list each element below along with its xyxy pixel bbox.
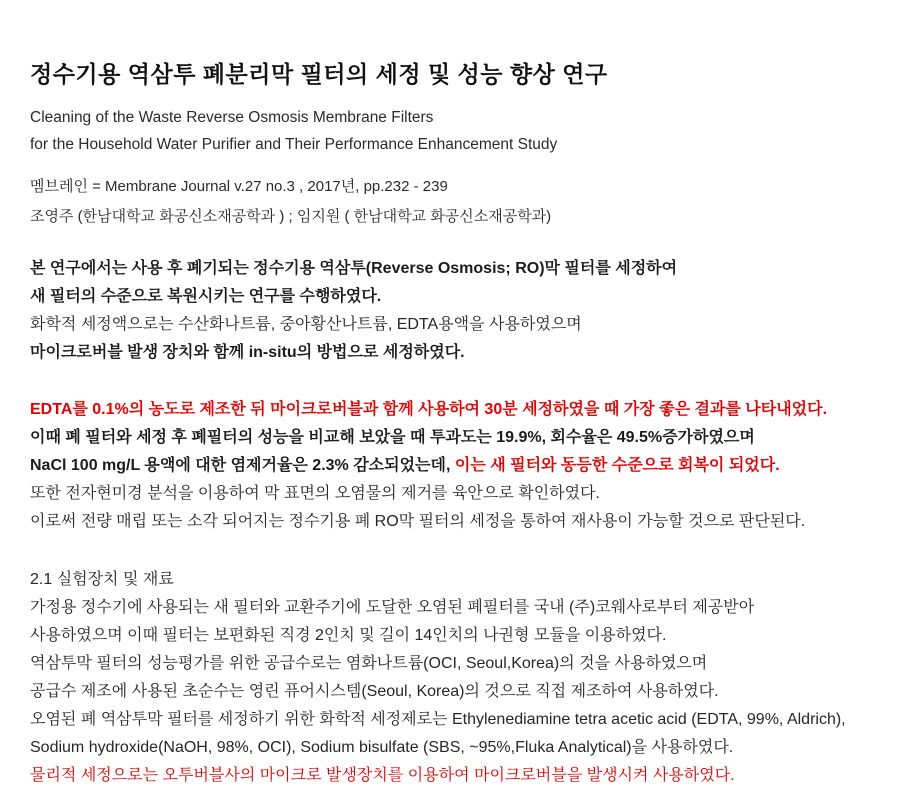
abstract-line: 새 필터의 수준으로 복원시키는 연구를 수행하였다. (30, 288, 382, 306)
section-heading: 2.1 실험장치 및 재료 (30, 571, 174, 589)
abstract-line: 마이크로버블 발생 장치와 함께 in-situ의 방법으로 세정하였다. (30, 344, 465, 362)
results-line-red-part: 이는 새 필터와 동등한 수준으로 회복이 되었다. (454, 457, 780, 475)
section-body-line: 역삼투막 필터의 성능평가를 위한 공급수로는 염화나트륨(OCI, Seoul,Korea)의 것을 사용하였으며 (30, 655, 708, 673)
abstract-line: 화학적 세정액으로는 수산화나트륨, 중아황산나트륨, EDTA용액을 사용하였으며 (30, 316, 582, 334)
abstract-line: 본 연구에서는 사용 후 폐기되는 정수기용 역삼투(Reverse Osmosis; RO)막 필터를 세정하여 (30, 260, 678, 278)
section-body-line: 사용하였으며 이때 필터는 보편화된 직경 2인치 및 길이 14인치의 나권형 모듈을 이용하였다. (30, 627, 667, 645)
publication-meta (30, 172, 870, 232)
results-line: 이로써 전량 매립 또는 소각 되어지는 정수기용 폐 RO막 필터의 세정을 통하여 재사용이 가능할 것으로 판단된다. (30, 513, 806, 531)
results-line: 이때 폐 필터와 세정 후 폐필터의 성능을 비교해 보았을 때 투과도는 19.9%, 회수율은 49.5%증가하였으며 (30, 429, 755, 447)
paper-title-korean: 정수기용 역삼투 폐분리막 필터의 세정 및 성능 향상 연구 (30, 61, 608, 88)
authors-info: 조영주 (한남대학교 화공신소재공학과 ) ; 임지원 ( 한남대학교 화공신소재공학과) (30, 208, 552, 226)
results-line-black-part: NaCl 100 mg/L 용액에 대한 염제거율은 2.3% 감소되었는데, (30, 457, 455, 475)
section-red-line: 물리적 세정으로는 오투버블사의 마이크로 발생장치를 이용하여 마이크로버블을 발생시켜 사용하였다. (30, 767, 735, 785)
results-line: 또한 전자현미경 분석을 이용하여 막 표면의 오염물의 제거를 육안으로 확인하였다. (30, 485, 600, 503)
journal-info: 멤브레인 = Membrane Journal v.27 no.3 , 2017년, pp.232 - 239 (30, 178, 448, 196)
results-paragraph (30, 396, 870, 536)
section-body-line: Sodium hydroxide(NaOH, 98%, OCI), Sodium bisulfate (SBS, ~95%,Fluka Analytical)을 사용하였다. (30, 739, 734, 757)
section-body-line: 오염된 폐 역삼투막 필터를 세정하기 위한 화학적 세정제로는 Ethylenediamine tetra acetic acid (EDTA, 99%, Aldrich), (30, 711, 846, 729)
abstract-paragraph (30, 255, 870, 367)
section-body-line: 공급수 제조에 사용된 초순수는 영린 퓨어시스템(Seoul, Korea)의 것으로 직접 제조하여 사용하였다. (30, 683, 719, 701)
paper-title-english (30, 104, 870, 158)
section-2-1 (30, 566, 870, 790)
results-highlight-line: EDTA를 0.1%의 농도로 제조한 뒤 마이크로버블과 함께 사용하여 30분 세정하였을 때 가장 좋은 결과를 나타내었다. (30, 401, 828, 419)
english-title-line-1: Cleaning of the Waste Reverse Osmosis Membrane Filters (30, 109, 434, 127)
results-mixed-line (30, 452, 870, 480)
section-body-line: 가정용 정수기에 사용되는 새 필터와 교환주기에 도달한 오염된 폐필터를 국내 (주)코웨사로부터 제공받아 (30, 599, 755, 617)
english-title-line-2: for the Household Water Purifier and Their Performance Enhancement Study (30, 136, 558, 154)
